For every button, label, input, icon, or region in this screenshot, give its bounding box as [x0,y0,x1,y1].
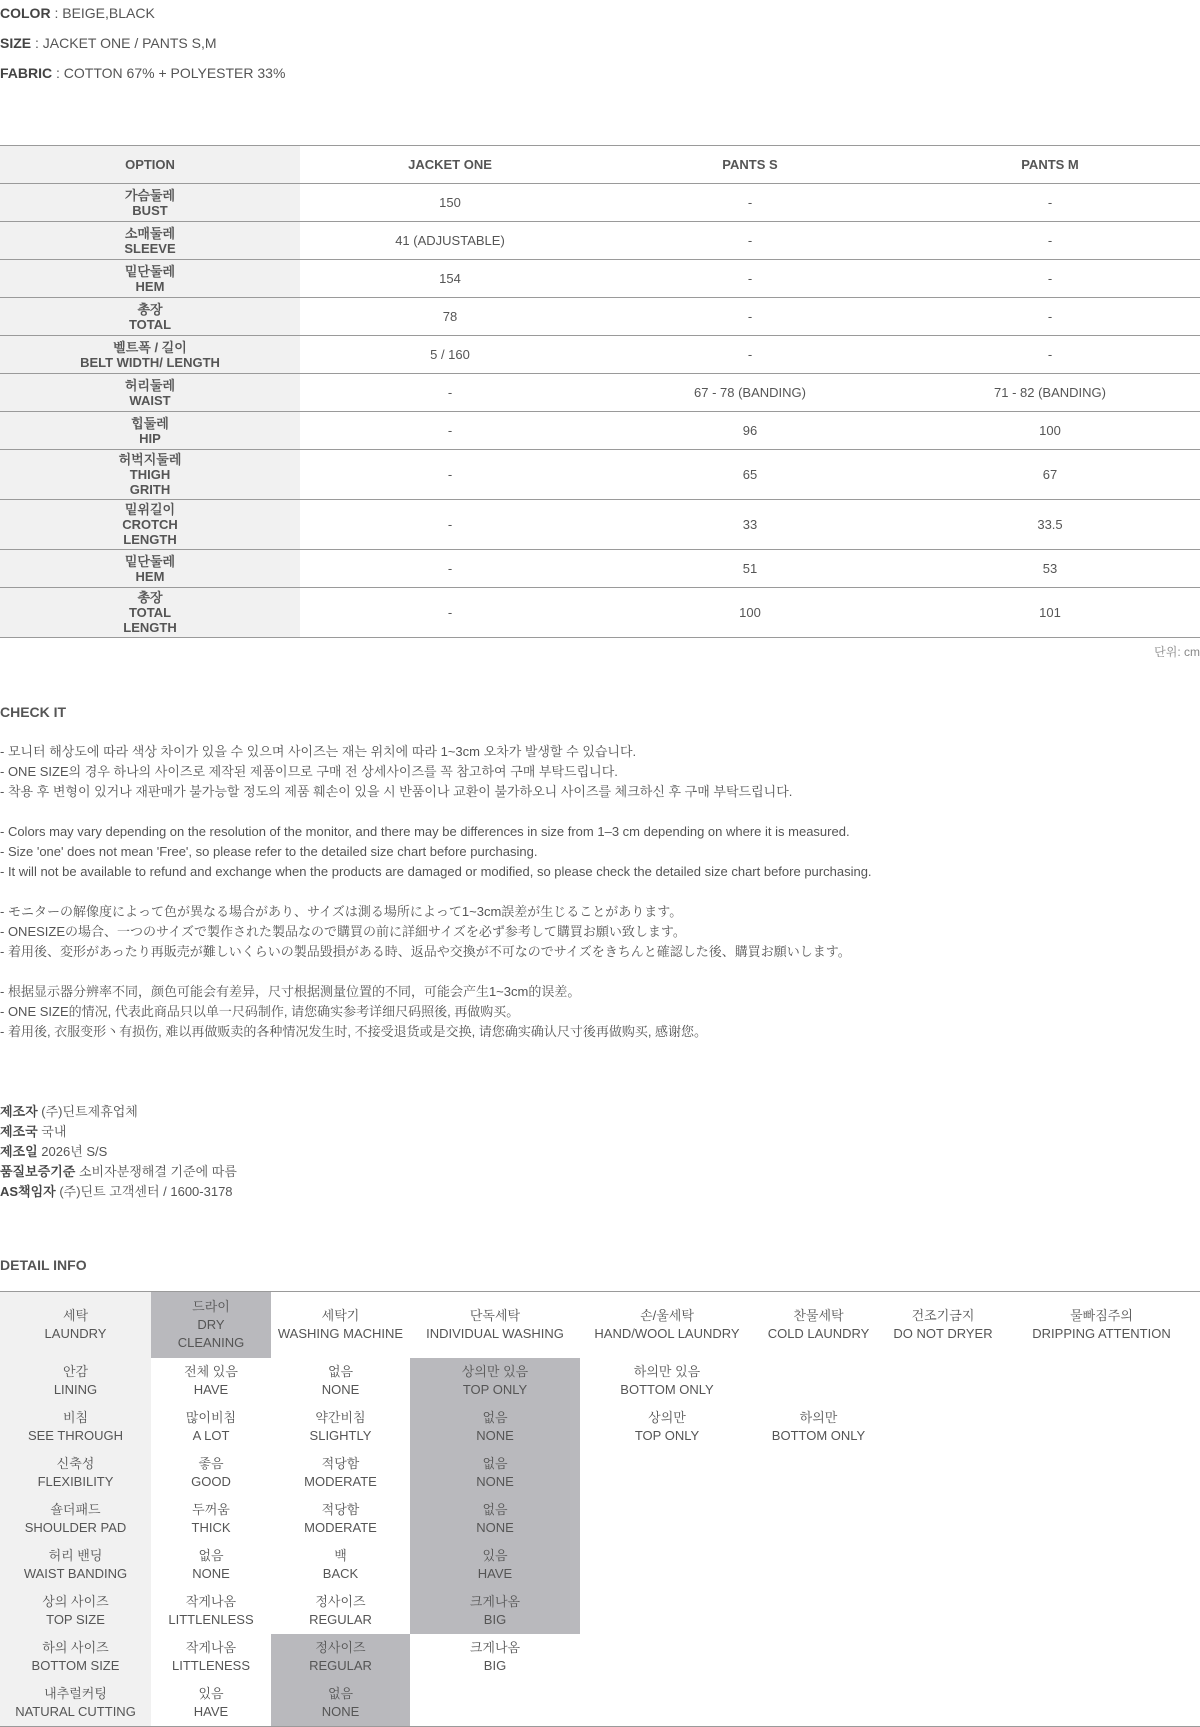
size-value-cell: 101 [900,588,1200,638]
detail-text: REGULAR [309,1612,372,1627]
manufacturer-row [0,1162,237,1182]
detail-option [883,1292,1003,1359]
detail-option [410,1450,580,1496]
detail-option [754,1588,883,1634]
detail-option [754,1634,883,1680]
detail-text: 약간비침 [315,1410,366,1425]
detail-text: 없음 [327,1686,354,1701]
detail-row [0,1358,1200,1404]
detail-text: 단독세탁 [469,1308,521,1323]
detail-text: 없음 [327,1364,354,1379]
size-row-label-line: BELT WIDTH/ LENGTH [80,354,220,370]
note-line: - 着用後、変形があったり再販売が難しいくらいの製品毀損がある時、返品や交換が不可なのでサイズをきちんと確認した後、購買お願いします。 [0,944,851,959]
size-value: : JACKET ONE / PANTS S,M [31,35,217,51]
detail-option [151,1680,271,1727]
detail-option [754,1404,883,1450]
detail-option [754,1450,883,1496]
size-value-cell: 53 [900,550,1200,588]
detail-option [883,1404,1003,1450]
detail-text: 있음 [482,1548,508,1563]
notes-gap [0,802,1200,822]
size-row-label [0,184,300,222]
note-line: - Colors may vary depending on the resolution of the monitor, and there may be differences in size from 1–3 cm depending on where it is measured. [0,824,850,839]
detail-option [1003,1542,1200,1588]
detail-option [580,1292,754,1359]
detail-category [0,1404,151,1450]
size-row-label-line: 총장 [137,301,163,317]
manufacturer-label: 품질보증기준 [0,1164,76,1179]
header-option: OPTION [0,146,300,184]
detail-text: NONE [321,1382,360,1397]
fabric-label: FABRIC [0,65,53,81]
detail-text: BACK [322,1566,359,1581]
detail-option [1003,1450,1200,1496]
check-it-notes [0,742,1200,1042]
size-value-cell: - [300,412,600,450]
size-value-cell: - [900,184,1200,222]
detail-text: 찬물세탁 [793,1308,844,1323]
detail-row [0,1496,1200,1542]
detail-text: 좋음 [198,1456,224,1471]
size-table-row [0,298,1200,336]
detail-option [1003,1496,1200,1542]
detail-text: LAUNDRY [44,1326,107,1341]
detail-option [580,1634,754,1680]
size-row-label-line: SLEEVE [124,240,176,256]
size-table-row [0,336,1200,374]
notes-gap [0,962,1200,982]
size-value-cell: - [900,336,1200,374]
size-row-label-line: 총장 [137,590,163,605]
detail-option [151,1634,271,1680]
detail-option [1003,1404,1200,1450]
detail-text: LITTLENESS [171,1658,251,1673]
size-row-label-line: 벨트폭 / 길이 [113,339,187,355]
size-value-cell: 65 [600,450,900,500]
size-value-cell: 67 [900,450,1200,500]
detail-text: MODERATE [304,1474,377,1489]
detail-text: 신축성 [56,1456,95,1471]
detail-text: REGULAR [309,1658,372,1673]
detail-text: 허리 밴딩 [48,1548,103,1563]
detail-option [580,1496,754,1542]
size-row-label-line: HEM [135,278,165,294]
detail-text: NONE [476,1428,514,1443]
detail-text: 정사이즈 [315,1594,366,1609]
color-info [0,5,155,21]
detail-row [0,1588,1200,1634]
detail-text: SHOULDER PAD [24,1520,127,1535]
detail-option [883,1450,1003,1496]
detail-row [0,1450,1200,1496]
detail-text: NONE [476,1520,514,1535]
detail-text: BOTTOM ONLY [771,1428,866,1443]
size-row-label [0,500,300,550]
detail-option [1003,1588,1200,1634]
size-row-label-line: LENGTH [123,620,177,635]
detail-text: BOTTOM SIZE [31,1658,120,1673]
detail-option [410,1588,580,1634]
size-value-cell: - [600,222,900,260]
detail-text: 적당함 [321,1502,360,1517]
detail-category [0,1450,151,1496]
note-line: - モニターの解像度によって色が異なる場合があり、サイズは測る場所によって1~3cm誤差が生じることがあります。 [0,904,683,919]
note-line: - Size 'one' does not mean 'Free', so please refer to the detailed size chart before purchasing. [0,844,538,859]
detail-text: INDIVIDUAL WASHING [426,1326,564,1341]
detail-option [754,1496,883,1542]
detail-option [271,1292,410,1359]
detail-text: 세탁기 [321,1308,360,1323]
size-row-label-line: TOTAL [128,316,172,332]
manufacturer-info [0,1102,237,1202]
detail-text: LITTLENLESS [168,1612,254,1627]
color-value: : BEIGE,BLACK [50,5,155,21]
detail-text: DRY [197,1317,225,1332]
detail-option [410,1358,580,1404]
detail-text: 없음 [482,1502,508,1517]
detail-option [754,1542,883,1588]
detail-text: 세탁 [62,1308,89,1323]
detail-category [0,1588,151,1634]
size-row-label-line: CROTCH [122,517,178,532]
detail-option [580,1358,754,1404]
detail-text: 비침 [62,1410,89,1425]
detail-option [410,1634,580,1680]
manufacturer-value: (주)딘트제휴업체 [37,1104,138,1119]
manufacturer-label: 제조일 [0,1144,38,1159]
detail-text: 하의만 [799,1410,838,1425]
size-row-label-line: 밑단둘레 [124,263,176,279]
detail-option [271,1542,410,1588]
size-value-cell: - [900,222,1200,260]
detail-option [754,1292,883,1359]
detail-option [580,1680,754,1727]
note-line: - ONESIZEの場合、一つのサイズで製作された製品なので購買の前に詳細サイズを必ず参考して購買お願い致します。 [0,924,686,939]
detail-text: 물빠짐주의 [1070,1308,1133,1323]
size-label: SIZE [0,35,32,51]
detail-text: CLEANING [177,1335,245,1350]
detail-option [151,1496,271,1542]
detail-text: SLIGHTLY [309,1428,372,1443]
detail-text: TOP ONLY [634,1428,700,1443]
size-value-cell: 5 / 160 [300,336,600,374]
detail-text: 두꺼움 [192,1502,230,1517]
detail-text: 백 [334,1548,347,1563]
size-row-label-line: BUST [132,202,168,218]
size-value-cell: - [600,298,900,336]
detail-text: HAVE [193,1704,229,1719]
detail-option [271,1496,410,1542]
detail-text: 상의만 [648,1410,686,1425]
detail-category [0,1680,151,1727]
size-value-cell: - [300,588,600,638]
detail-text: HAVE [193,1382,229,1397]
detail-option [1003,1634,1200,1680]
detail-text: DO NOT DRYER [893,1326,993,1341]
detail-option [410,1404,580,1450]
size-row-label-line: HEM [135,568,165,584]
manufacturer-row [0,1102,237,1122]
detail-category [0,1634,151,1680]
detail-option [410,1496,580,1542]
size-value-cell: 41 (ADJUSTABLE) [300,222,600,260]
detail-text: BIG [483,1658,507,1673]
size-value-cell: - [300,500,600,550]
detail-text: 내추럴커팅 [44,1686,107,1701]
size-row-label-line: 밑단둘레 [124,553,176,569]
detail-text: NATURAL CUTTING [15,1704,136,1719]
detail-option [271,1680,410,1727]
size-row-label-line: WAIST [129,392,171,408]
detail-text: NONE [476,1474,514,1489]
manufacturer-value: (주)딘트 고객센터 / 1600-3178 [55,1184,233,1199]
size-row-label-line: 밑위길이 [124,502,176,517]
detail-text: 적당함 [321,1456,360,1471]
size-row-label-line: 힙둘레 [131,415,169,431]
size-row-label-line: TOTAL [128,605,172,620]
size-table [0,145,1200,638]
size-info [0,35,217,51]
detail-text: DRIPPING ATTENTION [1032,1326,1171,1341]
size-row-label [0,336,300,374]
detail-option [410,1680,580,1727]
size-row-label [0,222,300,260]
size-table-row [0,222,1200,260]
size-value-cell: 150 [300,184,600,222]
size-table-row [0,588,1200,638]
detail-text: 작게나옴 [185,1640,237,1655]
size-row-label [0,588,300,638]
size-value-cell: 33 [600,500,900,550]
detail-row [0,1542,1200,1588]
fabric-info [0,65,285,81]
size-row-label-line: 허벅지둘레 [118,452,182,467]
note-line: - ONE SIZE的情况, 代表此商品只以单一尺码制作, 请您确实参考详细尺码照後, 再做购买。 [0,1004,520,1019]
detail-text: 크게나옴 [469,1640,521,1655]
detail-text: A LOT [192,1428,230,1443]
detail-row [0,1680,1200,1727]
size-table-row [0,550,1200,588]
size-row-label [0,550,300,588]
size-value-cell: - [600,260,900,298]
manufacturer-label: 제조국 [0,1124,38,1139]
detail-option [151,1450,271,1496]
size-value-cell: - [600,184,900,222]
detail-option [151,1542,271,1588]
manufacturer-row [0,1182,237,1202]
note-line: - ONE SIZE의 경우 하나의 사이즈로 제작된 제품이므로 구매 전 상세사이즈를 꼭 참고하여 구매 부탁드립니다. [0,764,618,779]
detail-text: 상의만 있음 [461,1364,529,1379]
detail-text: 건조기금지 [911,1308,975,1323]
detail-option [883,1680,1003,1727]
detail-option [1003,1292,1200,1359]
detail-option [883,1588,1003,1634]
detail-category [0,1496,151,1542]
size-table-row [0,374,1200,412]
check-it-title: CHECK IT [0,704,67,720]
detail-option [580,1542,754,1588]
detail-category [0,1292,151,1359]
detail-option [883,1634,1003,1680]
detail-text: 상의 사이즈 [42,1594,109,1609]
size-row-label-line: 소매둘레 [124,225,176,241]
size-table-row [0,500,1200,550]
detail-text: SEE THROUGH [27,1428,124,1443]
detail-text: TOP ONLY [462,1382,528,1397]
size-table-row [0,260,1200,298]
note-line: - 根据显示器分辨率不同，颜色可能会有差异，尺寸根据测量位置的不同，可能会产生1~3cm的误差。 [0,984,581,999]
size-value-cell: 154 [300,260,600,298]
size-value-cell: 100 [600,588,900,638]
size-row-label-line: LENGTH [123,532,177,547]
header-pants-m: PANTS M [900,146,1200,184]
detail-text: 하의만 있음 [633,1364,701,1379]
detail-text: 있음 [198,1686,224,1701]
size-value-cell: 71 - 82 (BANDING) [900,374,1200,412]
detail-text: THICK [191,1520,231,1535]
size-value-cell: - [900,298,1200,336]
size-table-row [0,450,1200,500]
size-value-cell: - [900,260,1200,298]
manufacturer-label: AS책임자 [0,1184,56,1199]
detail-option [151,1588,271,1634]
detail-option [580,1450,754,1496]
size-row-label [0,260,300,298]
size-row-label-line: HIP [139,430,161,446]
detail-text: FLEXIBILITY [37,1474,114,1489]
detail-text: WAIST BANDING [23,1566,128,1581]
size-row-label-line: THIGH [129,467,171,482]
detail-text: WASHING MACHINE [277,1326,404,1341]
size-value-cell: 33.5 [900,500,1200,550]
detail-text: NONE [192,1566,230,1581]
size-value-cell: 51 [600,550,900,588]
note-line: - 착용 후 변형이 있거나 재판매가 불가능할 정도의 제품 훼손이 있을 시 반품이나 교환이 불가하오니 사이즈를 체크하신 후 구매 부탁드립니다. [0,784,793,799]
detail-row [0,1404,1200,1450]
detail-text: 숄더패드 [50,1502,101,1517]
detail-option [883,1496,1003,1542]
fabric-value: : COTTON 67% + POLYESTER 33% [52,65,286,81]
detail-row [0,1292,1200,1359]
color-label: COLOR [0,5,51,21]
detail-text: LINING [53,1382,98,1397]
size-value-cell: 100 [900,412,1200,450]
size-value-cell: - [600,336,900,374]
notes-gap [0,882,1200,902]
detail-text: TOP SIZE [46,1612,105,1627]
detail-text: 많이비침 [185,1410,237,1425]
detail-text: HAND/WOOL LAUNDRY [594,1326,740,1341]
detail-text: 전체 있음 [184,1364,238,1379]
header-pants-s: PANTS S [600,146,900,184]
detail-option [754,1680,883,1727]
detail-text: BIG [483,1612,507,1627]
size-value-cell: 96 [600,412,900,450]
manufacturer-label: 제조자 [0,1104,38,1119]
size-value-cell: 78 [300,298,600,336]
detail-category [0,1542,151,1588]
detail-option [151,1358,271,1404]
detail-option [883,1542,1003,1588]
detail-option [271,1358,410,1404]
detail-text: 없음 [482,1456,508,1471]
detail-option [151,1292,271,1359]
size-table-header-row [0,146,1200,184]
detail-text: 손/울세탁 [640,1308,694,1323]
detail-option [754,1358,883,1404]
detail-option [580,1404,754,1450]
size-table-row [0,184,1200,222]
detail-option [410,1292,580,1359]
detail-text: 안감 [62,1364,89,1379]
size-row-label [0,450,300,500]
manufacturer-row [0,1142,237,1162]
detail-text: COLD LAUNDRY [767,1326,870,1341]
note-line: - 모니터 해상도에 따라 색상 차이가 있을 수 있으며 사이즈는 재는 위치에 따라 1~3cm 오차가 발생할 수 있습니다. [0,744,637,759]
detail-option [1003,1680,1200,1727]
detail-option [271,1634,410,1680]
detail-text: BOTTOM ONLY [620,1382,714,1397]
manufacturer-value: 국내 [37,1124,67,1139]
detail-text: 없음 [198,1548,224,1563]
detail-category [0,1358,151,1404]
detail-text: NONE [321,1704,360,1719]
detail-option [410,1542,580,1588]
size-value-cell: - [300,450,600,500]
header-jacket-one: JACKET ONE [300,146,600,184]
detail-text: 하의 사이즈 [42,1640,109,1655]
size-table-row [0,412,1200,450]
detail-option [883,1358,1003,1404]
detail-text: 없음 [482,1410,508,1425]
size-row-label [0,298,300,336]
size-row-label [0,374,300,412]
size-row-label-line: 가슴둘레 [124,187,176,203]
manufacturer-row [0,1122,237,1142]
detail-info-title: DETAIL INFO [0,1257,87,1273]
manufacturer-value: 소비자분쟁해결 기준에 따름 [75,1164,237,1179]
size-row-label-line: GRITH [129,482,171,497]
detail-row [0,1634,1200,1680]
size-value-cell: - [300,374,600,412]
unit-note: 단위: cm [1154,645,1200,659]
detail-option [580,1588,754,1634]
note-line: - 着用後, 衣服变形丶有损伤, 难以再做贩卖的各种情况发生时, 不接受退货或是交换, 请您确实确认尺寸後再做购买, 感谢您。 [0,1024,708,1039]
detail-info-table [0,1291,1200,1727]
note-line: - It will not be available to refund and exchange when the products are damaged or modified, so please check the detailed size chart before purchasing. [0,864,872,879]
detail-text: 정사이즈 [315,1640,366,1655]
detail-option [271,1450,410,1496]
detail-text: MODERATE [304,1520,377,1535]
detail-text: 드라이 [192,1299,230,1314]
detail-option [271,1404,410,1450]
size-row-label-line: 허리둘레 [124,377,176,393]
size-value-cell: - [300,550,600,588]
size-row-label [0,412,300,450]
manufacturer-value: 2026년 S/S [37,1144,108,1159]
size-value-cell: 67 - 78 (BANDING) [600,374,900,412]
detail-text: HAVE [477,1566,513,1581]
detail-option [151,1404,271,1450]
detail-text: 작게나옴 [185,1594,237,1609]
detail-text: 크게나옴 [469,1594,521,1609]
detail-option [1003,1358,1200,1404]
detail-option [271,1588,410,1634]
detail-text: GOOD [191,1474,231,1489]
